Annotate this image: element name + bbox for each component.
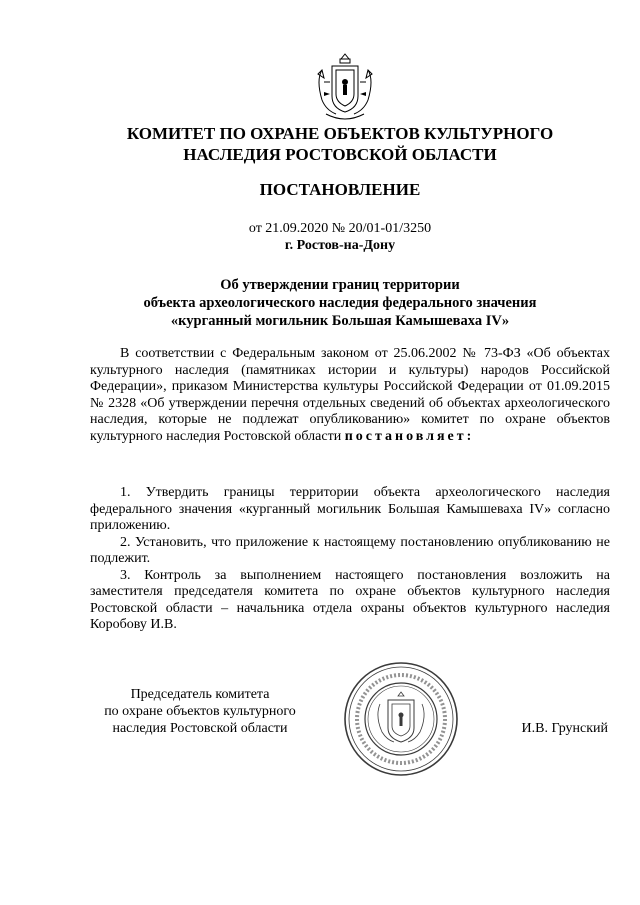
- decree-item: 3. Контроль за выполнением настоящего постановления возложить на заместителя председателя комитета по охране объектов культурного наследия Ростовской области – начальника отдела охраны объектов культурного наследия Коробову И.В.: [90, 567, 610, 632]
- date-number: от 21.09.2020 № 20/01-01/3250: [248, 221, 432, 236]
- rostov-coat-of-arms-icon: [312, 52, 378, 124]
- position-line-1: Председатель комитета: [130, 687, 270, 702]
- official-seal-icon: [342, 660, 460, 778]
- preamble-text: В соответствии с Федеральным законом от 25.06.2002 № 73-ФЗ «Об объектах культурного наследия (памятниках истории и культуры) народов Российской Федерации», приказом Министерства культуры Российской Федерации от 01.09.2015 № 2328 «Об утверждении перечня отдельных сведений об объектах археологического наследия, которые не подлежат опубликованию» комитет по охране объектов культурного наследия Ростовской области: [90, 346, 610, 444]
- document-type: ПОСТАНОВЛЕНИЕ: [259, 180, 421, 199]
- subject-line-2: объекта археологического наследия федерального значения: [143, 295, 537, 311]
- position-line-3: наследия Ростовской области: [112, 721, 288, 736]
- decree-item: 2. Установить, что приложение к настоящему постановлению опубликованию не подлежит.: [90, 534, 610, 566]
- city: г. Ростов-на-Дону: [284, 238, 396, 253]
- subject-line-1: Об утверждении границ территории: [220, 277, 460, 293]
- subject-line-3: «курганный могильник Большая Камышеваха IV»: [170, 313, 510, 329]
- org-line-2: НАСЛЕДИЯ РОСТОВСКОЙ ОБЛАСТИ: [183, 145, 497, 164]
- position-line-2: по охране объектов культурного: [104, 704, 296, 719]
- org-line-1: КОМИТЕТ ПО ОХРАНЕ ОБЪЕКТОВ КУЛЬТУРНОГО: [126, 124, 554, 143]
- document-subject: [40, 276, 640, 330]
- organization-name: [40, 123, 640, 165]
- signatory-name: И.В. Грунский: [521, 721, 608, 736]
- decree-word: постановляет:: [344, 428, 475, 444]
- preamble-paragraph: [90, 346, 610, 445]
- decree-items: [90, 485, 610, 634]
- decree-item: 1. Утвердить границы территории объекта археологического наследия федерального значения «курганный могильник Большая Камышеваха IV» согласно приложению.: [90, 485, 610, 533]
- signatory-position: [80, 686, 320, 737]
